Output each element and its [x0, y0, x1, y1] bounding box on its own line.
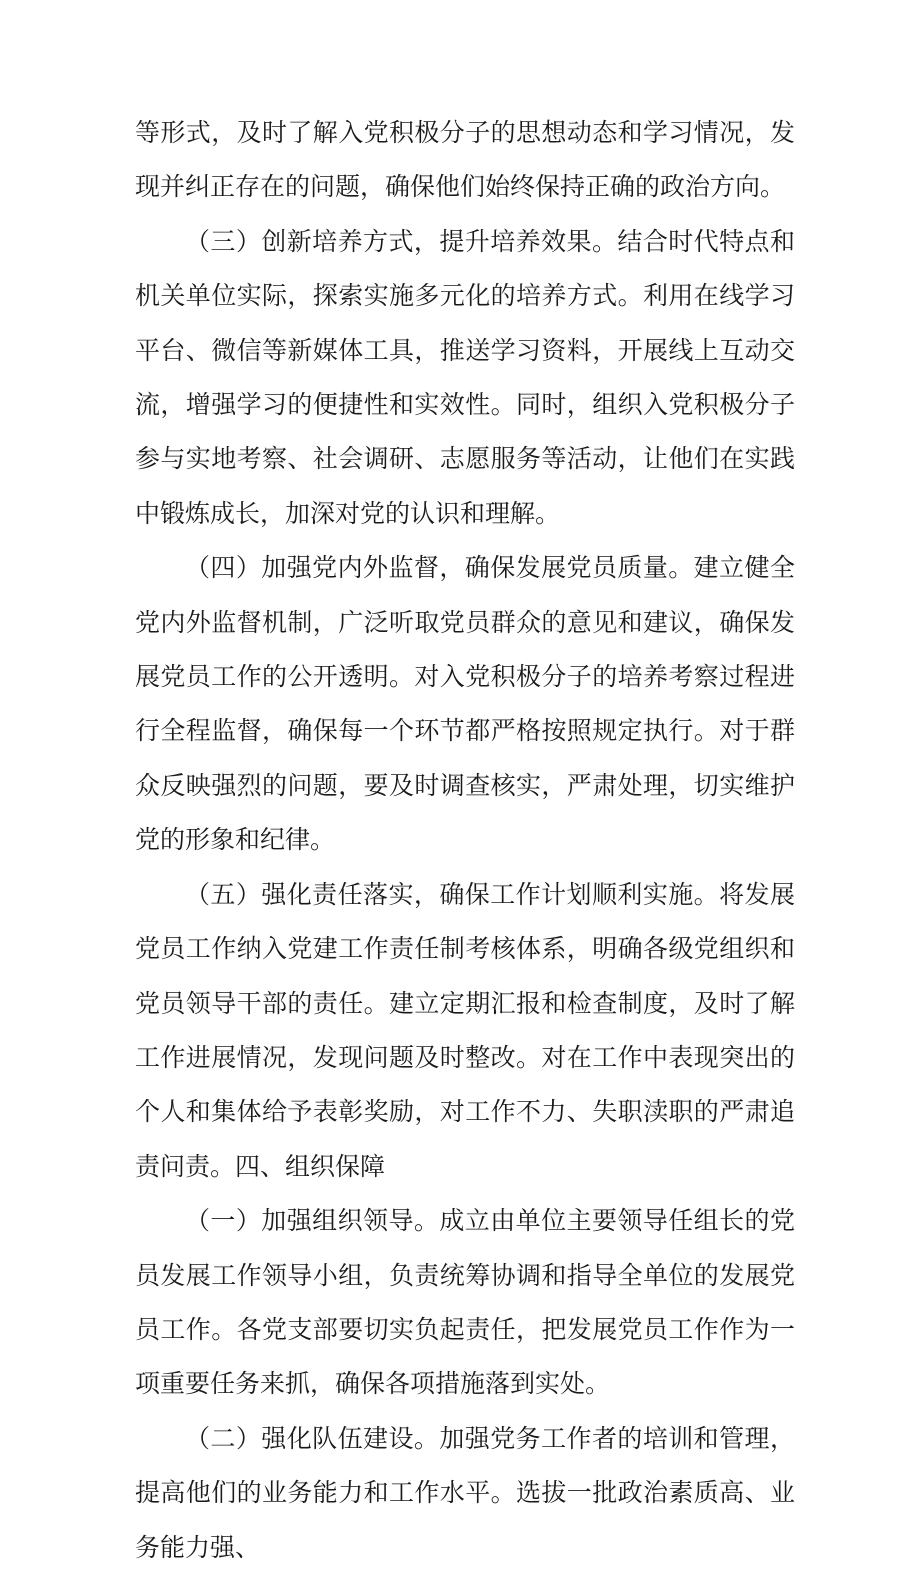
document-body: [135, 106, 795, 1575]
paragraph-section-4: （四）加强党内外监督，确保发展党员质量。建立健全党内外监督机制，广泛听取党员群众的意见和建议，确保发展党员工作的公开透明。对入党积极分子的培养考察过程进行全程监督，确保每一个环节都严格按照规定执行。对于群众反映强烈的问题，要及时调查核实，严肃处理，切实维护党的形象和纪律。: [135, 553, 795, 855]
paragraph-section-5: （五）强化责任落实，确保工作计划顺利实施。将发展党员工作纳入党建工作责任制考核体系，明确各级党组织和党员领导干部的责任。建立定期汇报和检查制度，及时了解工作进展情况，发现问题及时整改。对在工作中表现突出的个人和集体给予表彰奖励，对工作不力、失职渎职的严肃追责问责。四、组织保障: [135, 879, 795, 1181]
paragraph-org-guarantee-2: （二）强化队伍建设。加强党务工作者的培训和管理，提高他们的业务能力和工作水平。选拔一批政治素质高、业务能力强、: [135, 1423, 795, 1562]
paragraph-org-guarantee-1: （一）加强组织领导。成立由单位主要领导任组长的党员发展工作领导小组，负责统筹协调和指导全单位的发展党员工作。各党支部要切实负起责任，把发展党员工作作为一项重要任务来抓，确保各项措施落到实处。: [135, 1206, 795, 1399]
paragraph-section-3: （三）创新培养方式，提升培养效果。结合时代特点和机关单位实际，探索实施多元化的培养方式。利用在线学习平台、微信等新媒体工具，推送学习资料，开展线上互动交流，增强学习的便捷性和实效性。同时，组织入党积极分子参与实地考察、社会调研、志愿服务等活动，让他们在实践中锻炼成长，加深对党的认识和理解。: [135, 226, 795, 528]
paragraph-continued: 等形式，及时了解入党积极分子的思想动态和学习情况，发现并纠正存在的问题，确保他们始终保持正确的政治方向。: [135, 118, 795, 202]
